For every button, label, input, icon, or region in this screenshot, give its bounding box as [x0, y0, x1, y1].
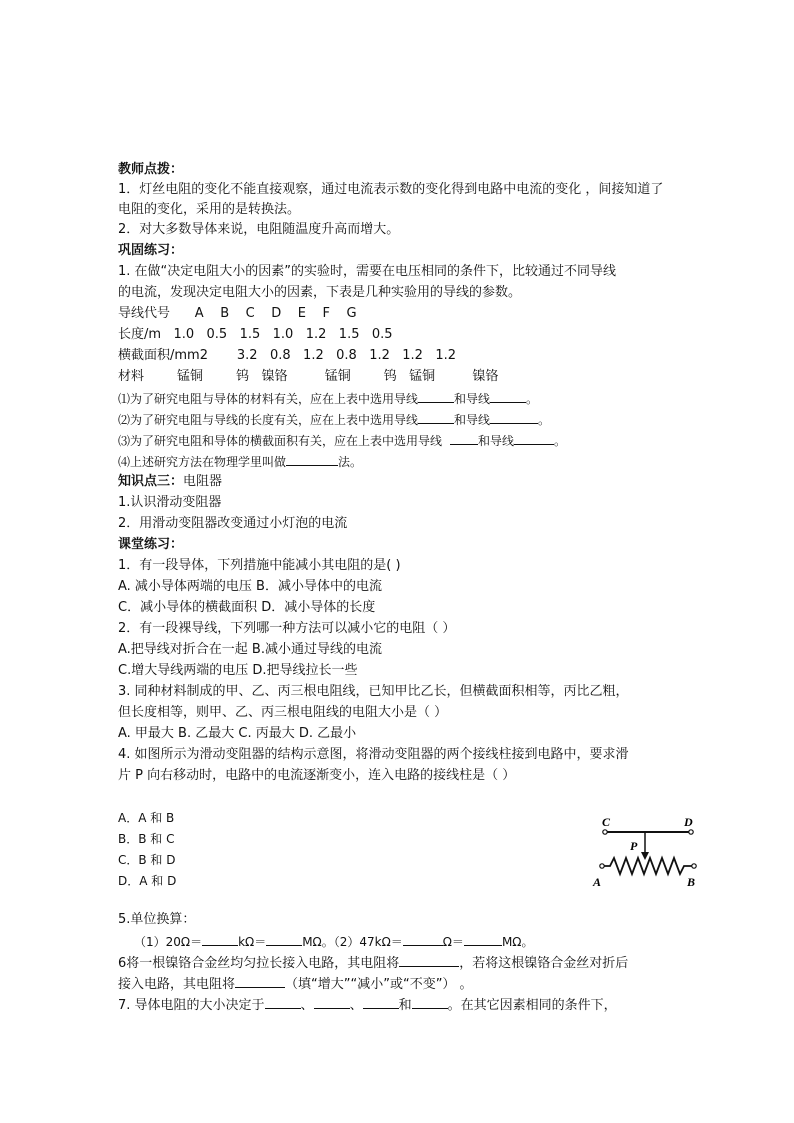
classwork-q4-option-a: A．A 和 B	[118, 811, 175, 825]
teacher-point-1b: 电阻的变化，采用的是转换法。	[118, 202, 301, 217]
blank[interactable]	[514, 430, 554, 445]
terminal-d	[689, 830, 693, 834]
table-row-code: 导线代号 A B C D E F G	[118, 306, 357, 321]
blank[interactable]	[202, 931, 238, 946]
q6-text-1: 6将一根镍铬合金丝均匀拉长接入电路，其电阻将	[118, 956, 400, 971]
terminal-a-label: A	[593, 875, 602, 889]
q7-sep-1: 、	[300, 998, 314, 1013]
blank[interactable]	[418, 409, 454, 424]
practice-sub-2-end: 。	[538, 413, 551, 427]
classwork-q4-line2: 片 P 向右移动时，电路中的电流逐渐变小，连入电路的接线柱是（ ）	[118, 768, 516, 783]
classwork-q3-options: A. 甲最大 B. 乙最大 C. 丙最大 D. 乙最小	[118, 726, 357, 741]
q6-text-4: （填“增大”“减小”或“不变”） 。	[285, 977, 473, 992]
blank[interactable]	[314, 994, 350, 1009]
blank[interactable]	[412, 994, 448, 1009]
practice-sub-1-end: 。	[526, 392, 539, 406]
terminal-c	[603, 830, 607, 834]
slider-arrow-icon	[641, 852, 649, 860]
classwork-q1: 1．有一段导体，下列措施中能减小其电阻的是( )	[118, 558, 401, 573]
practice-sub-2-text: ⑵为了研究电阻与导线的长度有关，应在上表中选用导线	[118, 413, 419, 427]
q7-sep-3: 和	[398, 998, 412, 1013]
practice-sub-3-end: 。	[554, 434, 567, 448]
practice-sub-1-mid: 和导线	[454, 392, 491, 406]
table-row-area: 横截面积/mm2 3.2 0.8 1.2 0.8 1.2 1.2 1.2	[118, 348, 457, 363]
classwork-q1-options-ab: A. 减小导体两端的电压 B．减小导体中的电流	[118, 579, 382, 594]
blank[interactable]	[363, 994, 399, 1009]
classwork-q1-options-cd: C．减小导体的横截面积 D．减小导体的长度	[118, 600, 376, 615]
classwork-heading: 课堂练习：	[118, 537, 184, 552]
teacher-point-1a: 1．灯丝电阻的变化不能直接观察，通过电流表示数的变化得到电路中电流的变化 ，间接知道了	[118, 182, 664, 197]
rheostat-diagram	[590, 814, 710, 890]
practice-sub-3-text: ⑶为了研究电阻和导体的横截面积有关，应在上表中选用导线	[118, 434, 443, 448]
blank[interactable]	[450, 430, 478, 445]
q5-text-5: MΩ。	[501, 935, 534, 949]
blank[interactable]	[490, 409, 538, 424]
resistance-coil	[604, 858, 692, 874]
practice-q1-line1: 1. 在做“决定电阻大小的因素”的实验时，需要在电压相同的条件下，比较通过不同导线	[118, 264, 617, 279]
practice-sub-1-text: ⑴为了研究电阻与导体的材料有关，应在上表中选用导线	[118, 392, 419, 406]
blank[interactable]	[403, 931, 443, 946]
practice-sub-2	[118, 409, 550, 430]
blank[interactable]	[235, 973, 285, 988]
teacher-heading: 教师点拨：	[118, 162, 184, 177]
classwork-q3-line1: 3. 同种材料制成的甲、乙、丙三根电阻线，已知甲比乙长，但横截面积相等，丙比乙粗，	[118, 684, 629, 699]
table-row-material: 材料 锰铜 钨 镍铬 锰铜 钨 锰铜 镍铬	[118, 369, 499, 384]
q7-line1	[118, 994, 617, 1016]
q7-sep-2: 、	[349, 998, 363, 1013]
kp3-heading-line	[118, 472, 222, 492]
slider-p-label: P	[630, 839, 638, 853]
classwork-q2-options-cd: C.增大导线两端的电压 D.把导线拉长一些	[118, 663, 358, 678]
terminal-b-label: B	[687, 875, 696, 889]
practice-sub-4-end: 法。	[338, 455, 363, 469]
q5-title: 5.单位换算：	[118, 912, 196, 927]
classwork-q4-option-b: B．B 和 C	[118, 832, 175, 846]
q7-text-1: 7. 导体电阻的大小决定于	[118, 998, 265, 1013]
teacher-point-2: 2．对大多数导体来说，电阻随温度升高而增大。	[118, 222, 400, 237]
blank[interactable]	[266, 931, 302, 946]
kp3-heading: 知识点三：	[118, 474, 184, 489]
classwork-q2-options-ab: A.把导线对折合在一起 B.减小通过导线的电流	[118, 642, 382, 657]
practice-sub-4	[118, 451, 362, 472]
q5-line	[134, 931, 533, 952]
q6-text-3: 接入电路，其电阻将	[118, 977, 236, 992]
practice-q1-line2: 的电流，发现决定电阻大小的因素，下表是几种实验用的导线的参数。	[118, 285, 522, 300]
q5-text-2: kΩ＝	[238, 935, 267, 949]
terminal-a	[600, 864, 604, 868]
q6-text-2: ，若将这根镍铬合金丝对折后	[459, 956, 629, 971]
kp3-item-2: 2．用滑动变阻器改变通过小灯泡的电流	[118, 516, 348, 531]
q6-line1	[118, 952, 628, 974]
classwork-q4-line1: 4. 如图所示为滑动变阻器的结构示意图，将滑动变阻器的两个接线柱接到电路中，要求滑	[118, 747, 629, 762]
practice-sub-3-mid: 和导线	[478, 434, 515, 448]
terminal-d-label: D	[684, 815, 693, 829]
q5-text-4: Ω＝	[442, 935, 464, 949]
blank[interactable]	[399, 952, 459, 967]
practice-sub-3	[118, 430, 566, 451]
terminal-c-label: C	[602, 815, 611, 829]
table-row-length: 长度/m 1.0 0.5 1.5 1.0 1.2 1.5 0.5	[118, 327, 393, 342]
kp3-item-1: 1.认识滑动变阻器	[118, 495, 222, 510]
q5-text-3: MΩ。（2）47kΩ＝	[302, 935, 403, 949]
classwork-q3-line2: 但长度相等，则甲、乙、丙三根电阻线的电阻大小是（ ）	[118, 705, 448, 720]
blank[interactable]	[418, 388, 454, 403]
blank[interactable]	[490, 388, 526, 403]
terminal-b	[692, 864, 696, 868]
classwork-q2: 2．有一段裸导线，下列哪一种方法可以减小它的电阻（ ）	[118, 621, 456, 636]
kp3-title: 电阻器	[183, 474, 223, 489]
q6-line2	[118, 973, 473, 995]
blank[interactable]	[464, 931, 502, 946]
q5-text-1: （1）20Ω＝	[134, 935, 203, 949]
practice-heading: 巩固练习：	[118, 243, 184, 258]
blank[interactable]	[286, 451, 338, 466]
classwork-q4-option-c: C．B 和 D	[118, 853, 176, 867]
practice-sub-4-text: ⑷上述研究方法在物理学里叫做	[118, 455, 287, 469]
classwork-q4-option-d: D．A 和 D	[118, 874, 177, 888]
practice-sub-1	[118, 388, 538, 409]
practice-sub-2-mid: 和导线	[454, 413, 491, 427]
q7-text-2: 。在其它因素相同的条件下，	[447, 998, 617, 1013]
blank[interactable]	[265, 994, 301, 1009]
